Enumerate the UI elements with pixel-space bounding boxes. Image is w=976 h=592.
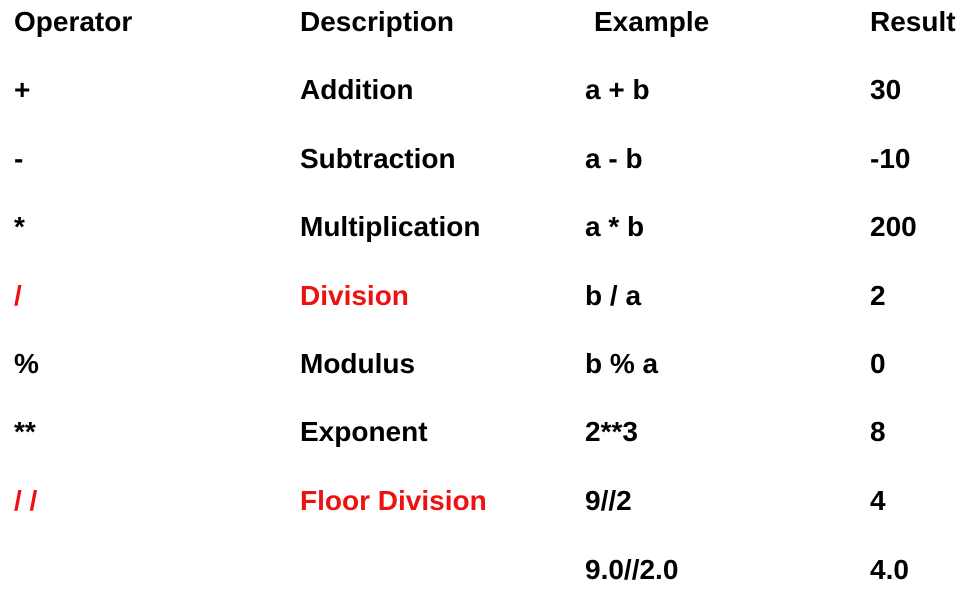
operator-cell: * — [14, 211, 25, 242]
description-cell: Division — [300, 280, 409, 311]
table-row — [0, 139, 976, 179]
result-cell: 4.0 — [870, 554, 909, 585]
operator-cell: + — [14, 74, 31, 105]
operator-cell: / / — [14, 485, 38, 516]
result-cell: -10 — [870, 143, 911, 174]
table-row — [0, 412, 976, 452]
description-cell: Modulus — [300, 348, 416, 379]
result-cell: 4 — [870, 485, 886, 516]
example-cell: b / a — [585, 280, 642, 311]
example-cell: b % a — [585, 348, 659, 379]
example-cell: 9.0//2.0 — [585, 554, 679, 585]
table-row — [0, 550, 976, 590]
description-cell: Subtraction — [300, 143, 456, 174]
table-header — [0, 2, 976, 42]
description-cell: Addition — [300, 74, 414, 105]
result-cell: 200 — [870, 211, 917, 242]
result-cell: 8 — [870, 416, 886, 447]
table-row — [0, 481, 976, 521]
result-cell: 0 — [870, 348, 886, 379]
table-row — [0, 207, 976, 247]
description-cell: Exponent — [300, 416, 428, 447]
operator-cell: / — [14, 280, 22, 311]
operator-cell: ** — [14, 416, 36, 447]
example-cell: a * b — [585, 211, 645, 242]
operator-cell: - — [14, 143, 24, 174]
header-example: Example — [594, 6, 710, 37]
table-row — [0, 276, 976, 316]
header-result: Result — [870, 6, 956, 37]
result-cell: 30 — [870, 74, 902, 105]
example-cell: a - b — [585, 143, 643, 174]
example-cell: a + b — [585, 74, 650, 105]
example-cell: 2**3 — [585, 416, 638, 447]
table-row — [0, 344, 976, 384]
table-row — [0, 70, 976, 110]
description-cell: Floor Division — [300, 485, 487, 516]
example-cell: 9//2 — [585, 485, 632, 516]
header-description: Description — [300, 6, 455, 37]
description-cell: Multiplication — [300, 211, 481, 242]
header-operator: Operator — [14, 6, 133, 37]
result-cell: 2 — [870, 280, 886, 311]
operator-cell: % — [14, 348, 39, 379]
